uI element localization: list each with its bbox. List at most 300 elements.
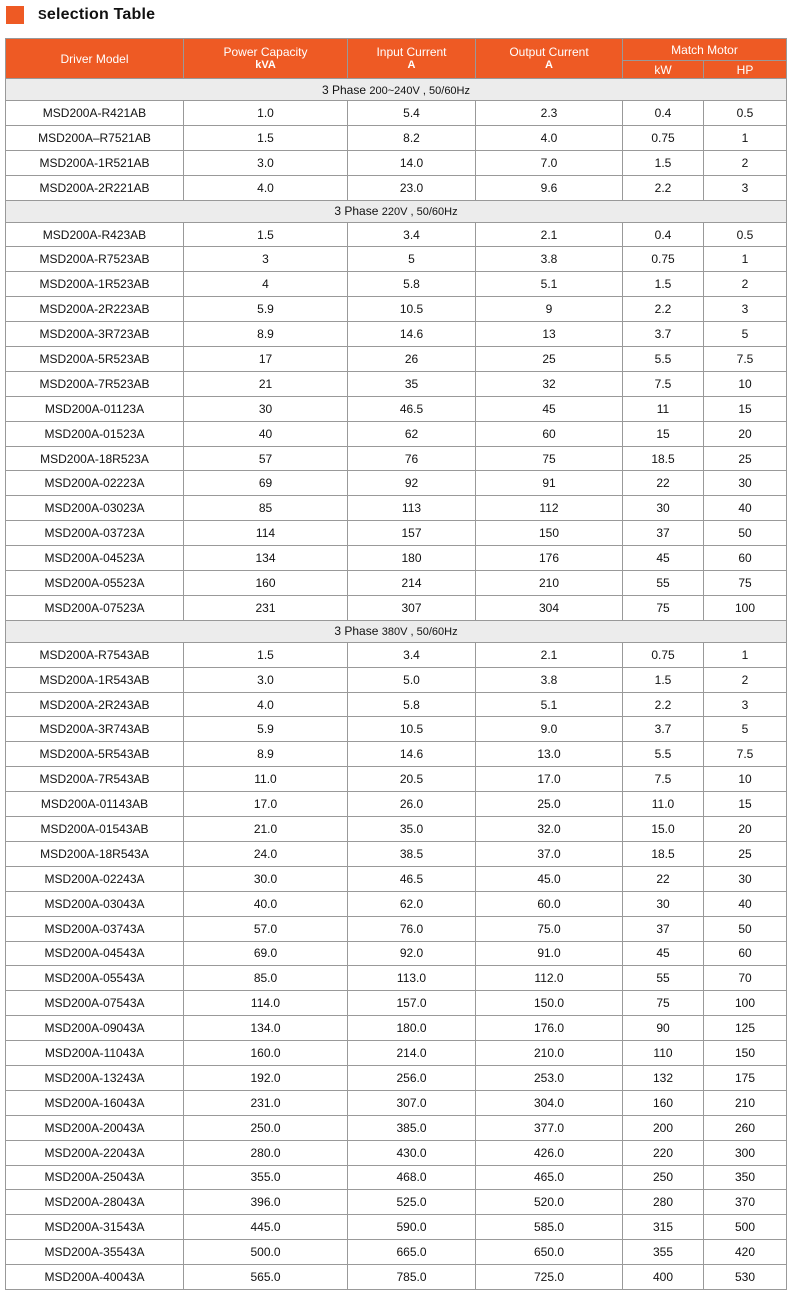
header-match-motor: Match Motor	[623, 39, 787, 61]
cell-power-kva: 4.0	[184, 175, 348, 200]
cell-input-current: 157	[348, 521, 476, 546]
cell-driver-model: MSD200A-03043A	[6, 891, 184, 916]
cell-motor-kw: 75	[623, 991, 704, 1016]
cell-output-current: 91	[476, 471, 623, 496]
cell-motor-hp: 30	[704, 866, 787, 891]
table-row	[6, 1265, 787, 1290]
cell-output-current: 176.0	[476, 1016, 623, 1041]
table-row	[6, 1215, 787, 1240]
cell-output-current: 520.0	[476, 1190, 623, 1215]
cell-output-current: 75	[476, 446, 623, 471]
phase-row	[6, 620, 787, 642]
cell-input-current: 307	[348, 595, 476, 620]
cell-driver-model: MSD200A-18R543A	[6, 841, 184, 866]
cell-motor-hp: 25	[704, 841, 787, 866]
cell-power-kva: 17.0	[184, 792, 348, 817]
cell-output-current: 210	[476, 571, 623, 596]
cell-driver-model: MSD200A-7R543AB	[6, 767, 184, 792]
cell-motor-hp: 60	[704, 546, 787, 571]
cell-output-current: 60	[476, 421, 623, 446]
cell-power-kva: 355.0	[184, 1165, 348, 1190]
cell-motor-kw: 37	[623, 916, 704, 941]
cell-motor-hp: 2	[704, 272, 787, 297]
cell-driver-model: MSD200A-5R543AB	[6, 742, 184, 767]
cell-motor-kw: 220	[623, 1140, 704, 1165]
cell-motor-kw: 160	[623, 1090, 704, 1115]
table-row	[6, 767, 787, 792]
cell-input-current: 5	[348, 247, 476, 272]
cell-output-current: 3.8	[476, 667, 623, 692]
table-row	[6, 1240, 787, 1265]
header-output-label: Output Current	[509, 44, 589, 59]
cell-motor-hp: 3	[704, 692, 787, 717]
cell-driver-model: MSD200A-04523A	[6, 546, 184, 571]
cell-power-kva: 565.0	[184, 1265, 348, 1290]
cell-power-kva: 160	[184, 571, 348, 596]
cell-driver-model: MSD200A-03723A	[6, 521, 184, 546]
table-row	[6, 941, 787, 966]
cell-motor-kw: 2.2	[623, 692, 704, 717]
cell-input-current: 20.5	[348, 767, 476, 792]
cell-driver-model: MSD200A-25043A	[6, 1165, 184, 1190]
table-row	[6, 1090, 787, 1115]
cell-power-kva: 57	[184, 446, 348, 471]
table-row	[6, 446, 787, 471]
table-row	[6, 966, 787, 991]
cell-input-current: 785.0	[348, 1265, 476, 1290]
cell-power-kva: 40	[184, 421, 348, 446]
cell-output-current: 150.0	[476, 991, 623, 1016]
table-row	[6, 1065, 787, 1090]
cell-input-current: 26	[348, 347, 476, 372]
phase-row	[6, 79, 787, 101]
table-row	[6, 371, 787, 396]
cell-power-kva: 114	[184, 521, 348, 546]
header-power-unit: kVA	[255, 58, 276, 71]
cell-motor-kw: 250	[623, 1165, 704, 1190]
cell-driver-model: MSD200A-2R243AB	[6, 692, 184, 717]
table-row	[6, 421, 787, 446]
cell-motor-hp: 40	[704, 891, 787, 916]
cell-motor-hp: 530	[704, 1265, 787, 1290]
cell-input-current: 8.2	[348, 125, 476, 150]
cell-power-kva: 24.0	[184, 841, 348, 866]
cell-motor-kw: 2.2	[623, 297, 704, 322]
cell-output-current: 210.0	[476, 1041, 623, 1066]
cell-motor-kw: 30	[623, 496, 704, 521]
cell-power-kva: 21.0	[184, 817, 348, 842]
phase-spec: 200~240V , 50/60Hz	[369, 84, 470, 97]
cell-output-current: 2.1	[476, 222, 623, 247]
table-row	[6, 471, 787, 496]
cell-motor-hp: 1	[704, 125, 787, 150]
cell-power-kva: 11.0	[184, 767, 348, 792]
cell-motor-kw: 3.7	[623, 717, 704, 742]
table-row	[6, 272, 787, 297]
cell-driver-model: MSD200A-01523A	[6, 421, 184, 446]
cell-input-current: 307.0	[348, 1090, 476, 1115]
cell-power-kva: 3.0	[184, 667, 348, 692]
table-row	[6, 496, 787, 521]
cell-motor-hp: 1	[704, 642, 787, 667]
cell-output-current: 7.0	[476, 150, 623, 175]
cell-driver-model: MSD200A-35543A	[6, 1240, 184, 1265]
cell-output-current: 45.0	[476, 866, 623, 891]
cell-motor-hp: 1	[704, 247, 787, 272]
cell-input-current: 5.8	[348, 692, 476, 717]
cell-output-current: 32.0	[476, 817, 623, 842]
cell-input-current: 157.0	[348, 991, 476, 1016]
cell-motor-hp: 7.5	[704, 742, 787, 767]
cell-motor-kw: 0.4	[623, 222, 704, 247]
cell-motor-kw: 18.5	[623, 841, 704, 866]
cell-input-current: 14.0	[348, 150, 476, 175]
cell-motor-hp: 0.5	[704, 222, 787, 247]
cell-motor-kw: 0.75	[623, 642, 704, 667]
cell-motor-hp: 60	[704, 941, 787, 966]
title-square-icon	[6, 6, 24, 24]
cell-output-current: 5.1	[476, 272, 623, 297]
cell-power-kva: 5.9	[184, 297, 348, 322]
phase-label: 3 Phase	[334, 624, 379, 639]
cell-driver-model: MSD200A-01123A	[6, 396, 184, 421]
cell-input-current: 468.0	[348, 1165, 476, 1190]
cell-driver-model: MSD200A-07543A	[6, 991, 184, 1016]
cell-motor-kw: 7.5	[623, 371, 704, 396]
cell-motor-kw: 2.2	[623, 175, 704, 200]
cell-power-kva: 17	[184, 347, 348, 372]
cell-power-kva: 1.5	[184, 222, 348, 247]
cell-power-kva: 134	[184, 546, 348, 571]
cell-driver-model: MSD200A-28043A	[6, 1190, 184, 1215]
cell-driver-model: MSD200A-03743A	[6, 916, 184, 941]
table-row	[6, 717, 787, 742]
table-row	[6, 1140, 787, 1165]
cell-motor-hp: 2	[704, 667, 787, 692]
cell-input-current: 14.6	[348, 322, 476, 347]
cell-motor-hp: 15	[704, 792, 787, 817]
cell-motor-kw: 75	[623, 595, 704, 620]
cell-driver-model: MSD200A-1R521AB	[6, 150, 184, 175]
cell-driver-model: MSD200A-7R523AB	[6, 371, 184, 396]
cell-motor-hp: 50	[704, 916, 787, 941]
table-row	[6, 396, 787, 421]
cell-input-current: 76	[348, 446, 476, 471]
table-row	[6, 1190, 787, 1215]
table-row	[6, 571, 787, 596]
table-header	[6, 39, 787, 79]
cell-driver-model: MSD200A-31543A	[6, 1215, 184, 1240]
cell-output-current: 426.0	[476, 1140, 623, 1165]
cell-driver-model: MSD200A-02243A	[6, 866, 184, 891]
cell-input-current: 35	[348, 371, 476, 396]
cell-input-current: 665.0	[348, 1240, 476, 1265]
cell-driver-model: MSD200A-04543A	[6, 941, 184, 966]
cell-driver-model: MSD200A-03023A	[6, 496, 184, 521]
phase-label: 3 Phase	[334, 204, 379, 219]
cell-motor-hp: 300	[704, 1140, 787, 1165]
cell-input-current: 5.8	[348, 272, 476, 297]
cell-power-kva: 4	[184, 272, 348, 297]
cell-motor-kw: 110	[623, 1041, 704, 1066]
table-row	[6, 866, 787, 891]
cell-input-current: 214.0	[348, 1041, 476, 1066]
cell-power-kva: 1.5	[184, 642, 348, 667]
cell-driver-model: MSD200A-13243A	[6, 1065, 184, 1090]
cell-output-current: 9.0	[476, 717, 623, 742]
table-row	[6, 792, 787, 817]
cell-motor-hp: 7.5	[704, 347, 787, 372]
header-output-current	[476, 39, 623, 79]
cell-driver-model: MSD200A-R421AB	[6, 101, 184, 126]
phase-spec: 220V , 50/60Hz	[381, 206, 458, 219]
cell-power-kva: 3.0	[184, 150, 348, 175]
phase-row	[6, 200, 787, 222]
cell-output-current: 2.3	[476, 101, 623, 126]
cell-motor-hp: 10	[704, 767, 787, 792]
cell-motor-kw: 1.5	[623, 667, 704, 692]
cell-power-kva: 57.0	[184, 916, 348, 941]
table-row	[6, 1165, 787, 1190]
table-row	[6, 991, 787, 1016]
cell-motor-hp: 5	[704, 717, 787, 742]
cell-output-current: 377.0	[476, 1115, 623, 1140]
cell-input-current: 5.0	[348, 667, 476, 692]
cell-power-kva: 114.0	[184, 991, 348, 1016]
cell-motor-hp: 30	[704, 471, 787, 496]
cell-motor-hp: 2	[704, 150, 787, 175]
cell-output-current: 112.0	[476, 966, 623, 991]
cell-output-current: 25.0	[476, 792, 623, 817]
table-row	[6, 222, 787, 247]
cell-driver-model: MSD200A-R7523AB	[6, 247, 184, 272]
cell-output-current: 17.0	[476, 767, 623, 792]
cell-power-kva: 8.9	[184, 322, 348, 347]
table-row	[6, 247, 787, 272]
phase-cell	[6, 79, 787, 101]
table-row	[6, 1115, 787, 1140]
table-row	[6, 347, 787, 372]
table-row	[6, 521, 787, 546]
table-row	[6, 742, 787, 767]
cell-power-kva: 231	[184, 595, 348, 620]
cell-power-kva: 40.0	[184, 891, 348, 916]
cell-input-current: 590.0	[348, 1215, 476, 1240]
cell-driver-model: MSD200A-5R523AB	[6, 347, 184, 372]
phase-label: 3 Phase	[322, 82, 367, 97]
cell-driver-model: MSD200A-09043A	[6, 1016, 184, 1041]
cell-motor-hp: 5	[704, 322, 787, 347]
cell-motor-hp: 100	[704, 595, 787, 620]
cell-motor-kw: 55	[623, 571, 704, 596]
cell-driver-model: MSD200A–R7521AB	[6, 125, 184, 150]
cell-motor-kw: 0.75	[623, 125, 704, 150]
cell-power-kva: 30.0	[184, 866, 348, 891]
cell-power-kva: 231.0	[184, 1090, 348, 1115]
cell-driver-model: MSD200A-02223A	[6, 471, 184, 496]
cell-motor-kw: 315	[623, 1215, 704, 1240]
cell-output-current: 725.0	[476, 1265, 623, 1290]
cell-motor-kw: 3.7	[623, 322, 704, 347]
cell-motor-kw: 15	[623, 421, 704, 446]
cell-driver-model: MSD200A-01143AB	[6, 792, 184, 817]
cell-input-current: 92	[348, 471, 476, 496]
cell-motor-kw: 1.5	[623, 150, 704, 175]
cell-driver-model: MSD200A-20043A	[6, 1115, 184, 1140]
phase-spec: 380V , 50/60Hz	[381, 626, 458, 639]
table-body	[6, 79, 787, 1290]
table-row	[6, 101, 787, 126]
cell-driver-model: MSD200A-05523A	[6, 571, 184, 596]
table-row	[6, 667, 787, 692]
cell-driver-model: MSD200A-R423AB	[6, 222, 184, 247]
cell-power-kva: 8.9	[184, 742, 348, 767]
cell-input-current: 38.5	[348, 841, 476, 866]
cell-motor-hp: 15	[704, 396, 787, 421]
cell-input-current: 5.4	[348, 101, 476, 126]
cell-driver-model: MSD200A-2R223AB	[6, 297, 184, 322]
cell-output-current: 112	[476, 496, 623, 521]
cell-output-current: 13	[476, 322, 623, 347]
cell-motor-kw: 18.5	[623, 446, 704, 471]
cell-motor-kw: 11	[623, 396, 704, 421]
cell-driver-model: MSD200A-05543A	[6, 966, 184, 991]
cell-motor-hp: 150	[704, 1041, 787, 1066]
cell-output-current: 9	[476, 297, 623, 322]
cell-driver-model: MSD200A-40043A	[6, 1265, 184, 1290]
cell-driver-model: MSD200A-22043A	[6, 1140, 184, 1165]
cell-output-current: 304.0	[476, 1090, 623, 1115]
header-power-capacity	[184, 39, 348, 79]
header-power-label: Power Capacity	[223, 44, 308, 59]
cell-motor-hp: 25	[704, 446, 787, 471]
phase-cell	[6, 200, 787, 222]
cell-driver-model: MSD200A-07523A	[6, 595, 184, 620]
cell-power-kva: 1.5	[184, 125, 348, 150]
cell-driver-model: MSD200A-11043A	[6, 1041, 184, 1066]
cell-motor-hp: 75	[704, 571, 787, 596]
cell-motor-hp: 40	[704, 496, 787, 521]
table-row	[6, 692, 787, 717]
header-input-label: Input Current	[376, 44, 447, 59]
cell-motor-kw: 15.0	[623, 817, 704, 842]
cell-power-kva: 160.0	[184, 1041, 348, 1066]
cell-motor-kw: 5.5	[623, 742, 704, 767]
cell-output-current: 60.0	[476, 891, 623, 916]
cell-power-kva: 500.0	[184, 1240, 348, 1265]
cell-power-kva: 445.0	[184, 1215, 348, 1240]
header-kw: kW	[623, 61, 704, 79]
cell-motor-kw: 11.0	[623, 792, 704, 817]
cell-motor-kw: 22	[623, 866, 704, 891]
cell-motor-hp: 210	[704, 1090, 787, 1115]
cell-motor-kw: 7.5	[623, 767, 704, 792]
cell-driver-model: MSD200A-R7543AB	[6, 642, 184, 667]
cell-output-current: 585.0	[476, 1215, 623, 1240]
cell-motor-hp: 500	[704, 1215, 787, 1240]
cell-motor-kw: 0.4	[623, 101, 704, 126]
cell-input-current: 385.0	[348, 1115, 476, 1140]
header-input-unit: A	[407, 58, 416, 71]
cell-output-current: 4.0	[476, 125, 623, 150]
cell-power-kva: 1.0	[184, 101, 348, 126]
cell-motor-kw: 132	[623, 1065, 704, 1090]
cell-power-kva: 192.0	[184, 1065, 348, 1090]
cell-output-current: 253.0	[476, 1065, 623, 1090]
cell-output-current: 37.0	[476, 841, 623, 866]
cell-input-current: 92.0	[348, 941, 476, 966]
cell-motor-kw: 30	[623, 891, 704, 916]
cell-output-current: 304	[476, 595, 623, 620]
cell-power-kva: 280.0	[184, 1140, 348, 1165]
cell-power-kva: 3	[184, 247, 348, 272]
cell-power-kva: 69.0	[184, 941, 348, 966]
cell-input-current: 10.5	[348, 717, 476, 742]
cell-motor-hp: 350	[704, 1165, 787, 1190]
cell-driver-model: MSD200A-1R523AB	[6, 272, 184, 297]
cell-motor-hp: 100	[704, 991, 787, 1016]
cell-output-current: 465.0	[476, 1165, 623, 1190]
cell-output-current: 75.0	[476, 916, 623, 941]
cell-power-kva: 4.0	[184, 692, 348, 717]
cell-input-current: 46.5	[348, 866, 476, 891]
cell-driver-model: MSD200A-3R723AB	[6, 322, 184, 347]
table-row	[6, 546, 787, 571]
cell-input-current: 76.0	[348, 916, 476, 941]
cell-motor-hp: 3	[704, 297, 787, 322]
table-row	[6, 595, 787, 620]
cell-motor-hp: 175	[704, 1065, 787, 1090]
cell-motor-hp: 125	[704, 1016, 787, 1041]
cell-power-kva: 21	[184, 371, 348, 396]
table-row	[6, 297, 787, 322]
cell-motor-hp: 3	[704, 175, 787, 200]
cell-input-current: 214	[348, 571, 476, 596]
table-row	[6, 817, 787, 842]
cell-input-current: 525.0	[348, 1190, 476, 1215]
cell-motor-kw: 0.75	[623, 247, 704, 272]
title-rest: election Table	[46, 6, 156, 23]
table-row	[6, 916, 787, 941]
cell-motor-hp: 50	[704, 521, 787, 546]
table-row	[6, 1041, 787, 1066]
cell-motor-kw: 5.5	[623, 347, 704, 372]
title-text	[38, 6, 155, 24]
header-output-unit: A	[545, 58, 553, 71]
cell-power-kva: 250.0	[184, 1115, 348, 1140]
phase-cell	[6, 620, 787, 642]
table-row	[6, 175, 787, 200]
cell-input-current: 430.0	[348, 1140, 476, 1165]
section-title	[6, 4, 155, 26]
cell-motor-kw: 400	[623, 1265, 704, 1290]
cell-motor-hp: 10	[704, 371, 787, 396]
cell-input-current: 180	[348, 546, 476, 571]
cell-motor-kw: 37	[623, 521, 704, 546]
cell-motor-hp: 0.5	[704, 101, 787, 126]
cell-output-current: 25	[476, 347, 623, 372]
cell-power-kva: 5.9	[184, 717, 348, 742]
cell-motor-hp: 20	[704, 817, 787, 842]
cell-output-current: 91.0	[476, 941, 623, 966]
table-row	[6, 150, 787, 175]
header-hp: HP	[704, 61, 787, 79]
cell-input-current: 113	[348, 496, 476, 521]
selection-table	[5, 38, 787, 1290]
cell-motor-kw: 90	[623, 1016, 704, 1041]
header-driver-model: Driver Model	[6, 39, 184, 79]
cell-input-current: 26.0	[348, 792, 476, 817]
